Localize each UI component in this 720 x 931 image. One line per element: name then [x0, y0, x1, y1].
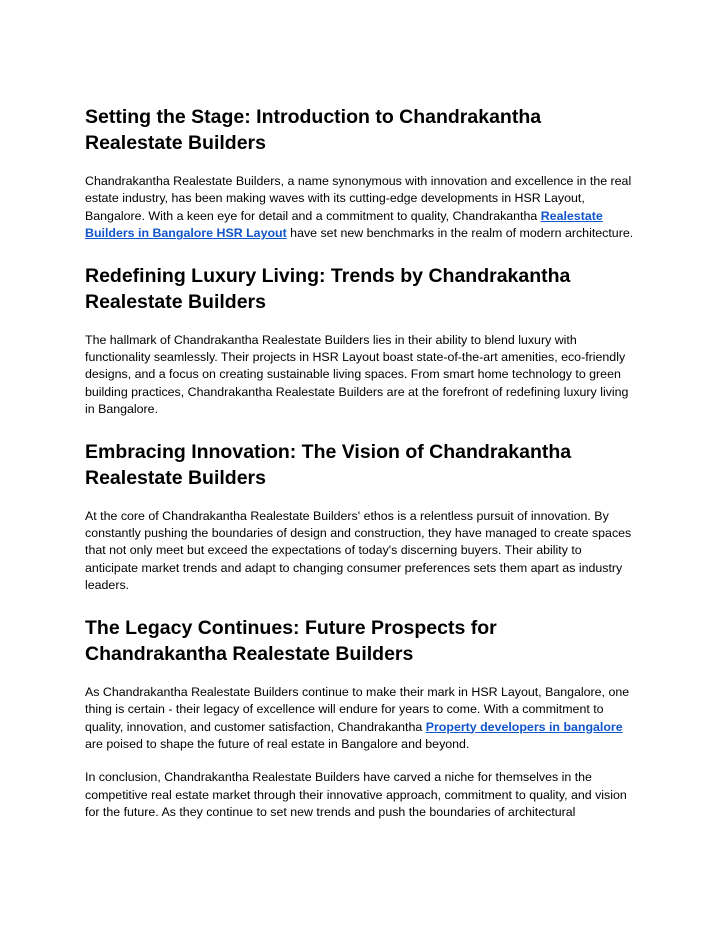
section-paragraph: In conclusion, Chandrakantha Realestate Builders have carved a niche for themselves in the competitive real estate market through their innovative approach, commitment to quality, and vision for the future. As they continue to set new trends and push the boundaries of architectural — [85, 770, 627, 820]
section-heading: Setting the Stage: Introduction to Chandrakantha Realestate Builders — [85, 106, 542, 154]
paragraph-text: have set new benchmarks in the realm of modern architecture. — [286, 226, 634, 241]
section-luxury-living — [85, 263, 637, 419]
paragraph-text: are poised to shape the future of real estate in Bangalore and beyond. — [85, 736, 470, 751]
realestate-builders-link[interactable]: Realestate Builders in Bangalore HSR Layout — [85, 208, 603, 241]
section-innovation — [85, 439, 637, 595]
document-page — [85, 104, 637, 842]
section-heading: Redefining Luxury Living: Trends by Chandrakantha Realestate Builders — [85, 264, 571, 313]
section-paragraph — [85, 173, 637, 243]
section-introduction — [85, 104, 637, 243]
paragraph-text: As Chandrakantha Realestate Builders continue to make their mark in HSR Layout, Bangalore, one thing is certain - their legacy of excellence will endure for years to come. With a commitment to quality, innovation, and customer satisfaction, Chandrakantha — [85, 684, 630, 734]
section-paragraph: At the core of Chandrakantha Realestate Builders' ethos is a relentless pursuit of innovation. By constantly pushing the boundaries of design and construction, they have managed to create spaces that not only meet but exceed the expectations of today's discerning buyers. Their ability to anticipate market trends and adapt to changing consumer preferences sets them apart as industry leaders. — [85, 508, 632, 593]
section-legacy — [85, 615, 637, 822]
section-heading: The Legacy Continues: Future Prospects for Chandrakantha Realestate Builders — [85, 616, 497, 665]
section-paragraph: The hallmark of Chandrakantha Realestate Builders lies in their ability to blend luxury with functionality seamlessly. Their projects in HSR Layout boast state-of-the-art amenities, eco-friendly designs, and a focus on creating sustainable living spaces. From smart home technology to green building practices, Chandrakantha Realestate Builders are at the forefront of redefining luxury living in Bangalore. — [85, 332, 629, 417]
section-paragraph — [85, 684, 637, 754]
property-developers-link[interactable]: Property developers in bangalore — [425, 719, 623, 734]
paragraph-text: Chandrakantha Realestate Builders, a name synonymous with innovation and excellence in the real estate industry, has been making waves with its cutting-edge developments in HSR Layout, Bangalore. With a keen eye for detail and a commitment to quality, Chandrakantha — [85, 174, 632, 223]
section-heading: Embracing Innovation: The Vision of Chandrakantha Realestate Builders — [85, 440, 572, 489]
